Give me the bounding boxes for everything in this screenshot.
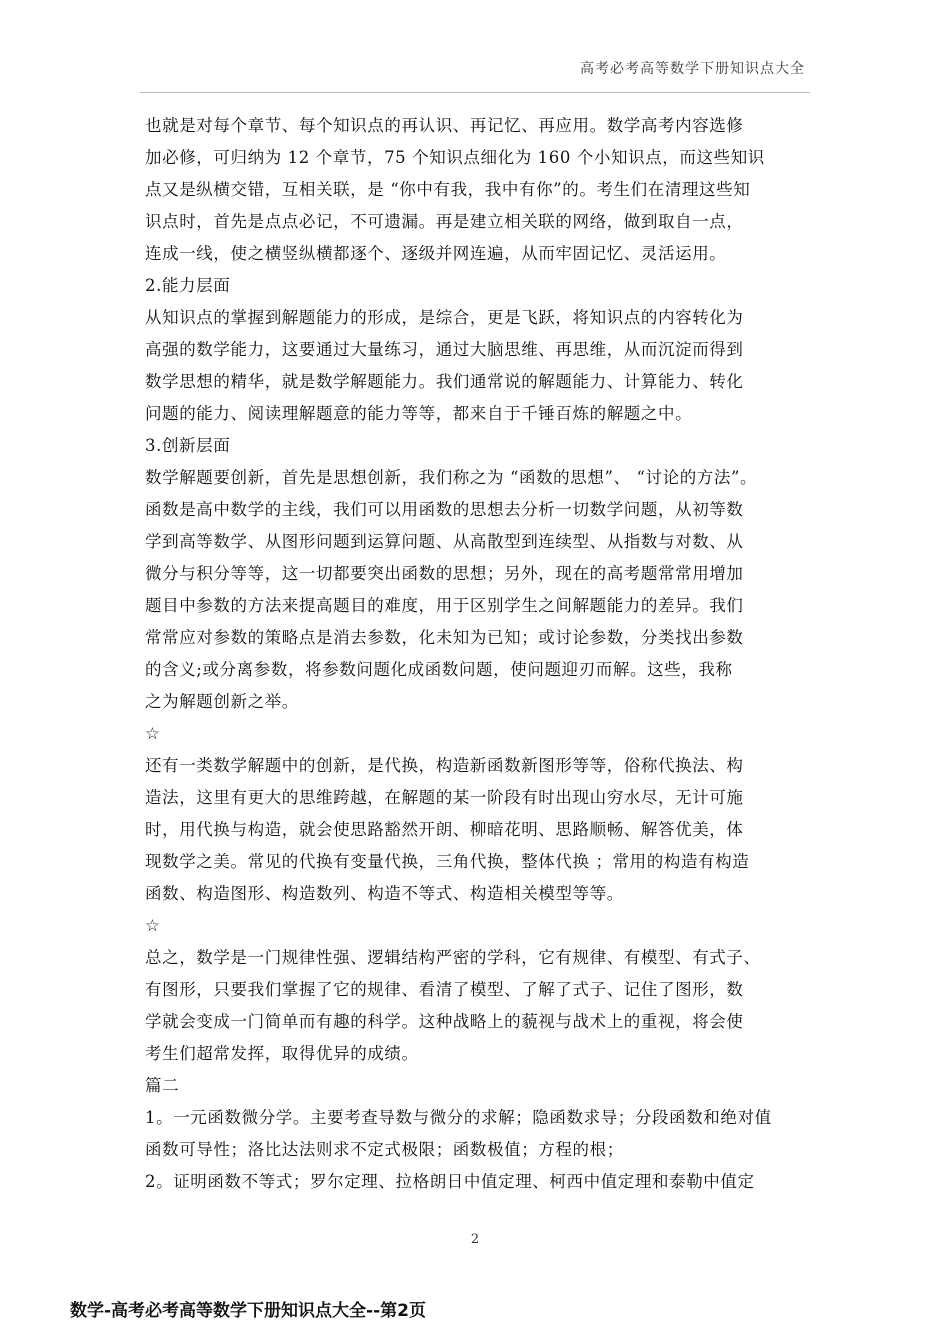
text-line: 问题的能力、阅读理解题意的能力等等，都来自于千锤百炼的解题之中。: [145, 404, 693, 423]
text-line: 高强的数学能力，这要通过大量练习，通过大脑思维、再思维，从而沉淀而得到: [145, 340, 744, 359]
header-divider: [140, 92, 810, 93]
text-line: 函数是高中数学的主线，我们可以用函数的思想去分析一切数学问题，从初等数: [145, 500, 744, 519]
text-line: 学到高等数学、从图形问题到运算问题、从高散型到连续型、从指数与对数、从: [145, 532, 744, 551]
text-line: 3.创新层面: [145, 436, 231, 455]
text-line: 1。一元函数微分学。主要考查导数与微分的求解；隐函数求导；分段函数和绝对值: [145, 1108, 772, 1127]
text-line: 篇二: [145, 1076, 180, 1095]
text-line: 函数、构造图形、构造数列、构造不等式、构造相关模型等等。: [145, 884, 624, 903]
text-line: 的含义;或分离参数，将参数问题化成函数问题，使问题迎刃而解。这些，我称: [145, 660, 733, 679]
text-line: 识点时，首先是点点必记，不可遗漏。再是建立相关联的网络，做到取自一点，: [145, 212, 744, 231]
text-line: 数学解题要创新，首先是思想创新，我们称之为 “函数的思想”、 “讨论的方法”。: [145, 468, 758, 487]
text-line: 微分与积分等等，这一切都要突出函数的思想；另外，现在的高考题常常用增加: [145, 564, 744, 583]
body-text: [145, 110, 807, 1198]
text-line: ☆: [145, 916, 161, 935]
running-header: 高考必考高等数学下册知识点大全: [580, 61, 805, 77]
text-line: 2。证明函数不等式；罗尔定理、拉格朗日中值定理、柯西中值定理和泰勒中值定: [145, 1172, 755, 1191]
text-line: 也就是对每个章节、每个知识点的再认识、再记忆、再应用。数学高考内容选修: [145, 116, 744, 135]
page-number: 2: [470, 1232, 480, 1247]
text-line: 学就会变成一门简单而有趣的科学。这种战略上的藐视与战术上的重视，将会使: [145, 1012, 744, 1031]
text-line: 造法，这里有更大的思维跨越，在解题的某一阶段有时出现山穷水尽，无计可施: [145, 788, 744, 807]
text-line: 还有一类数学解题中的创新，是代换，构造新函数新图形等等，俗称代换法、构: [145, 756, 744, 775]
text-line: 2.能力层面: [145, 276, 231, 295]
text-line: 之为解题创新之举。: [145, 692, 299, 711]
text-line: 加必修，可归纳为 12 个章节，75 个知识点细化为 160 个小知识点，而这些知识: [145, 148, 765, 167]
text-line: ☆: [145, 724, 161, 743]
footer-caption: 数学-高考必考高等数学下册知识点大全--第2页: [70, 1301, 426, 1321]
text-line: 函数可导性；洛比达法则求不定式极限；函数极值；方程的根；: [145, 1140, 624, 1159]
text-line: 现数学之美。常见的代换有变量代换，三角代换，整体代换 ；常用的构造有构造: [145, 852, 750, 871]
text-line: 点又是纵横交错，互相关联，是 “你中有我，我中有你”的。考生们在清理这些知: [145, 180, 751, 199]
text-line: 常常应对参数的策略点是消去参数，化未知为已知；或讨论参数，分类找出参数: [145, 628, 744, 647]
text-line: 总之，数学是一门规律性强、逻辑结构严密的学科，它有规律、有模型、有式子、: [145, 948, 761, 967]
text-line: 从知识点的掌握到解题能力的形成，是综合，更是飞跃，将知识点的内容转化为: [145, 308, 744, 327]
text-line: 连成一线，使之横竖纵横都逐个、逐级并网连遍，从而牢固记忆、灵活运用。: [145, 244, 727, 263]
text-line: 题目中参数的方法来提高题目的难度，用于区别学生之间解题能力的差异。我们: [145, 596, 744, 615]
text-line: 考生们超常发挥，取得优异的成绩。: [145, 1044, 419, 1063]
text-line: 数学思想的精华，就是数学解题能力。我们通常说的解题能力、计算能力、转化: [145, 372, 744, 391]
text-line: 时，用代换与构造，就会使思路豁然开朗、柳暗花明、思路顺畅、解答优美，体: [145, 820, 744, 839]
text-line: 有图形，只要我们掌握了它的规律、看清了模型、了解了式子、记住了图形，数: [145, 980, 744, 999]
